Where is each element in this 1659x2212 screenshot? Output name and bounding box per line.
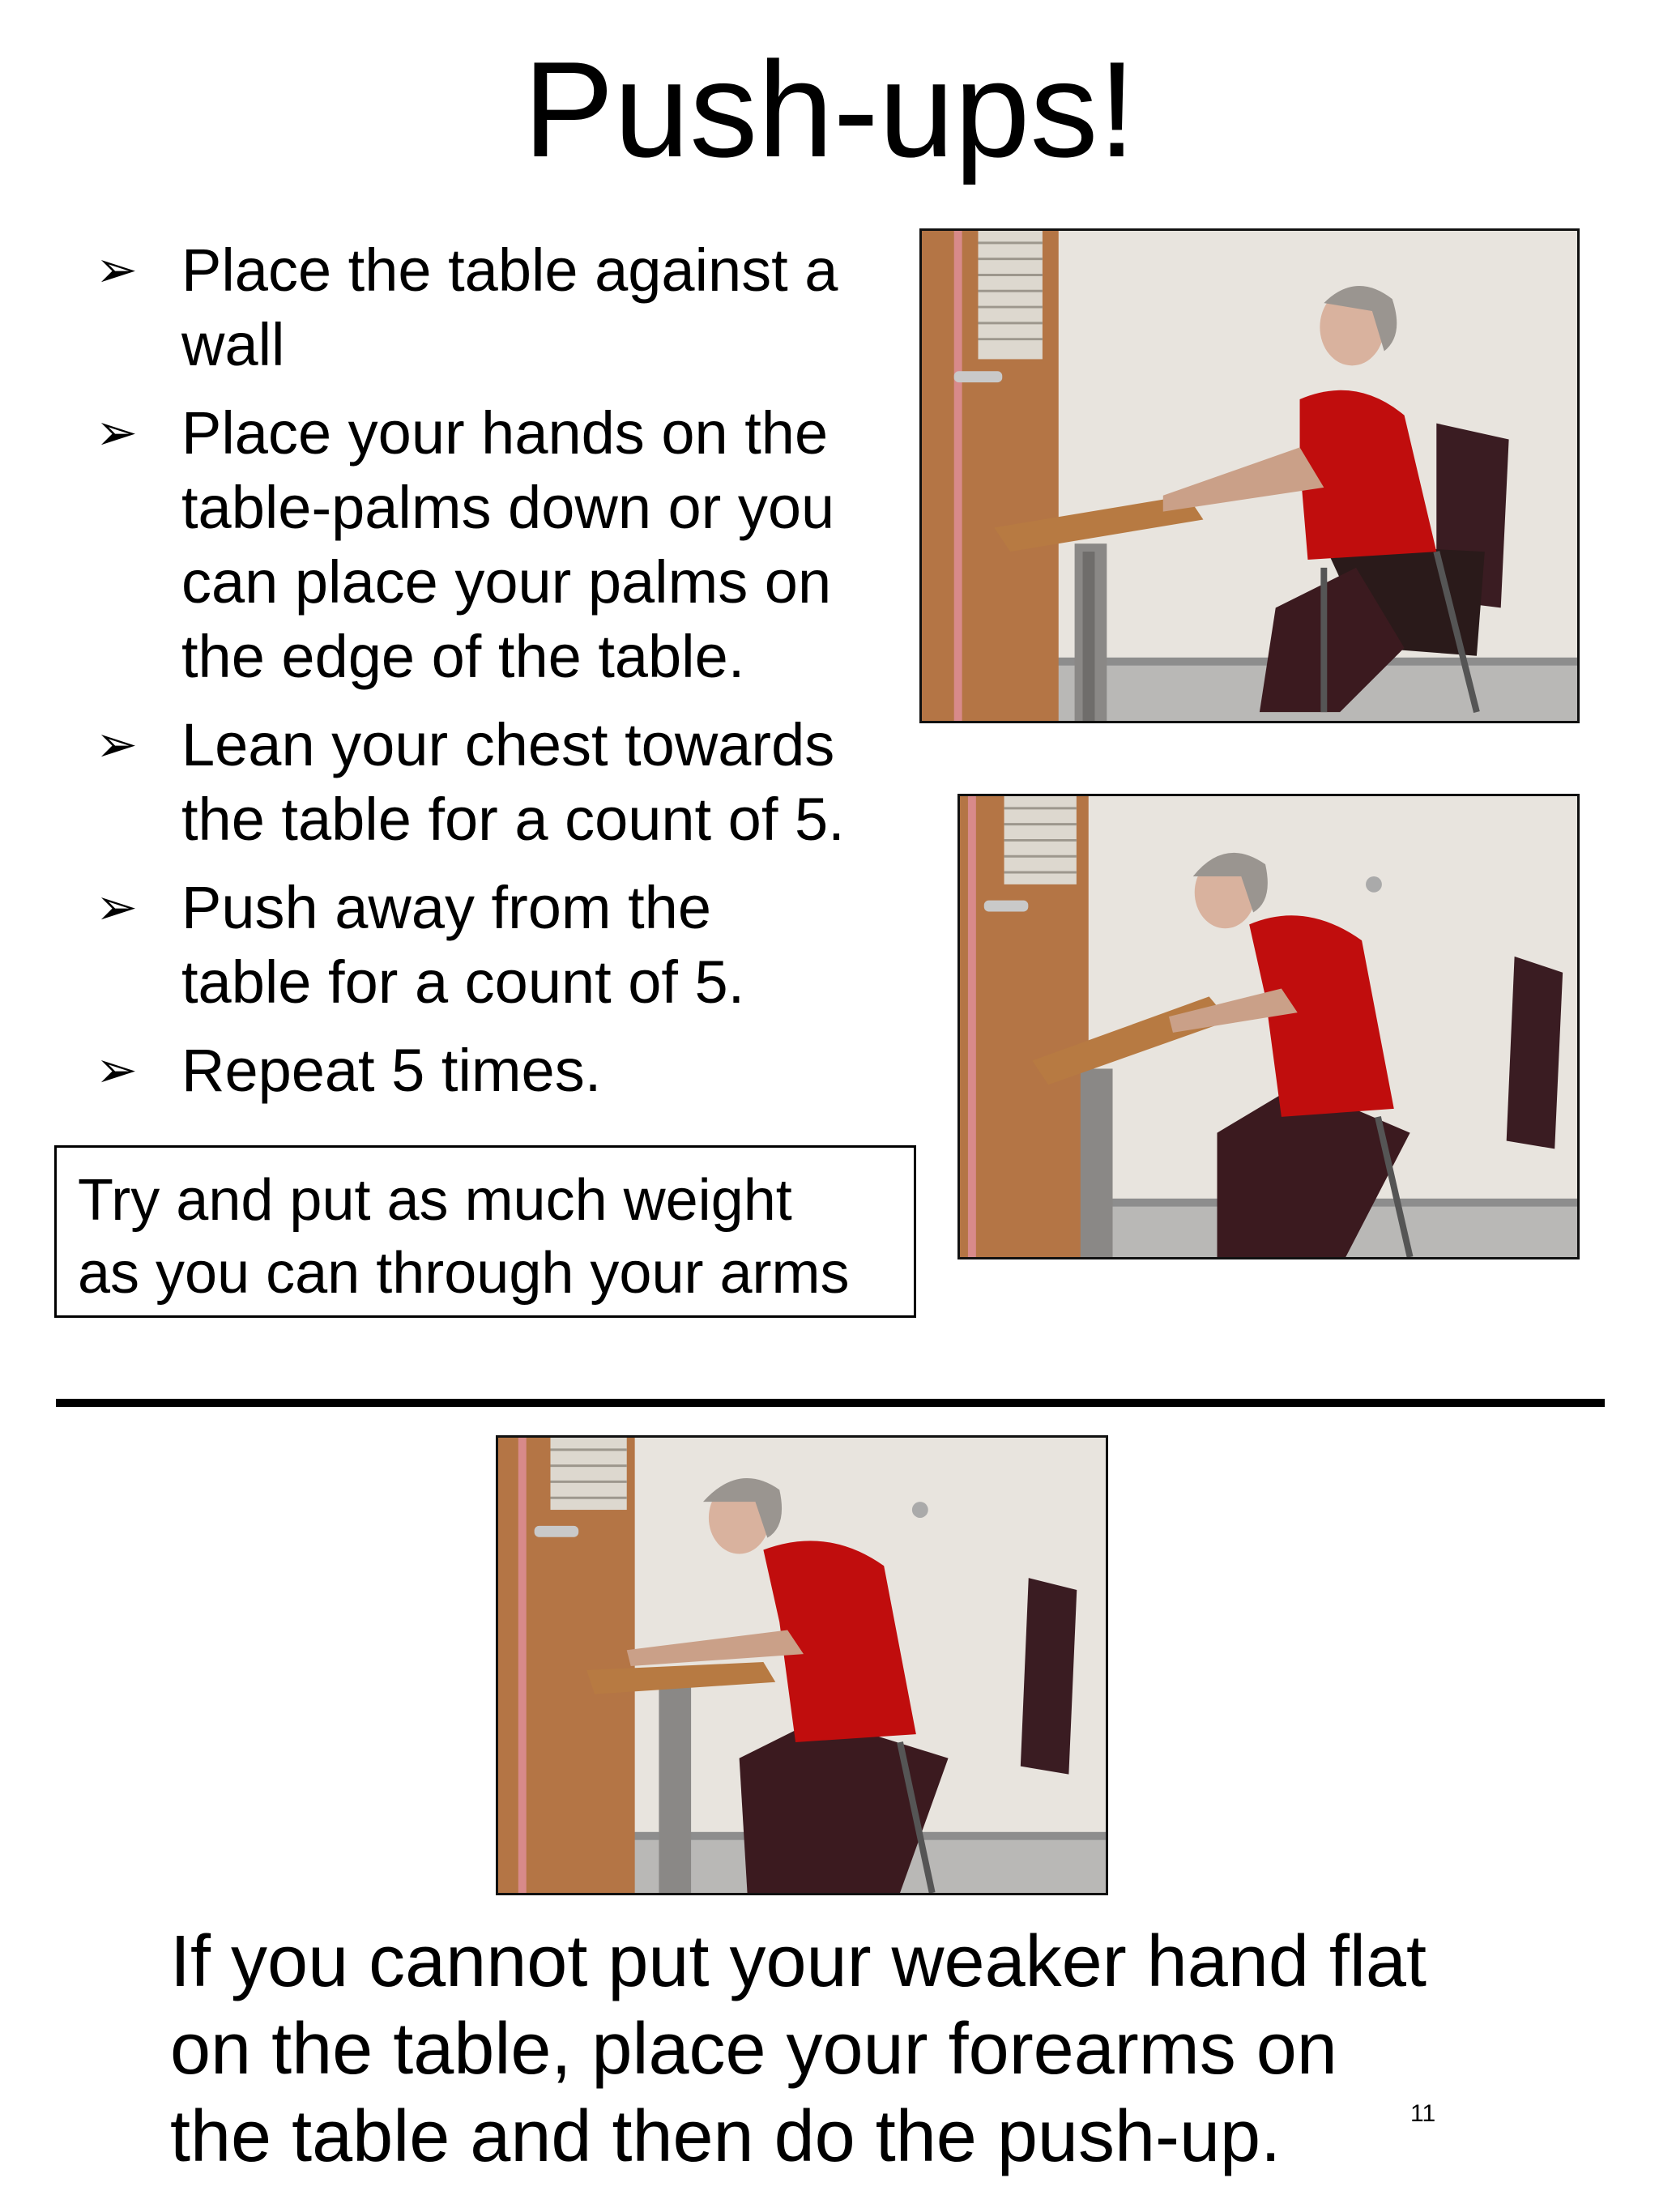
photo-start-position xyxy=(919,228,1580,723)
instruction-text: Repeat 5 times. xyxy=(181,1037,602,1104)
instruction-text: table-palms down or you xyxy=(181,474,835,541)
instruction-text: Push away from the xyxy=(181,874,711,941)
photo-lean-forward xyxy=(957,794,1580,1259)
tip-text: Try and put as much weight xyxy=(78,1168,792,1233)
instruction-item xyxy=(96,233,906,382)
arrowhead-bullet-icon: ➢ xyxy=(96,242,138,298)
tip-box xyxy=(54,1145,916,1318)
instruction-text: Place your hands on the xyxy=(181,399,829,467)
instruction-item xyxy=(96,708,906,857)
page-number: 11 xyxy=(1410,2100,1436,2127)
footer-text-line: If you cannot put your weaker hand flat xyxy=(170,1921,1427,2002)
instruction-text: table for a count of 5. xyxy=(181,948,745,1016)
footer-instructions xyxy=(170,1918,1547,2180)
instruction-item xyxy=(96,396,906,694)
instruction-text: wall xyxy=(181,311,285,378)
footer-text-line: the table and then do the push-up. xyxy=(170,2096,1282,2177)
tip-text: as you can through your arms xyxy=(78,1241,850,1306)
instruction-text: the edge of the table. xyxy=(181,623,745,690)
arrowhead-bullet-icon: ➢ xyxy=(96,1042,138,1098)
photo-forearms-on-table xyxy=(496,1435,1108,1895)
instruction-text: Place the table against a xyxy=(181,237,838,304)
instruction-list xyxy=(96,233,906,1122)
section-divider xyxy=(56,1399,1605,1407)
arrowhead-bullet-icon: ➢ xyxy=(96,717,138,773)
instruction-item xyxy=(96,1034,906,1108)
instruction-text: the table for a count of 5. xyxy=(181,786,845,853)
footer-text-line: on the table, place your forearms on xyxy=(170,2009,1337,2090)
instruction-text: can place your palms on xyxy=(181,548,832,616)
instruction-text: Lean your chest towards xyxy=(181,711,835,778)
arrowhead-bullet-icon: ➢ xyxy=(96,880,138,936)
page-title: Push-ups! xyxy=(522,33,1137,185)
arrowhead-bullet-icon: ➢ xyxy=(96,405,138,461)
instruction-item xyxy=(96,871,906,1020)
